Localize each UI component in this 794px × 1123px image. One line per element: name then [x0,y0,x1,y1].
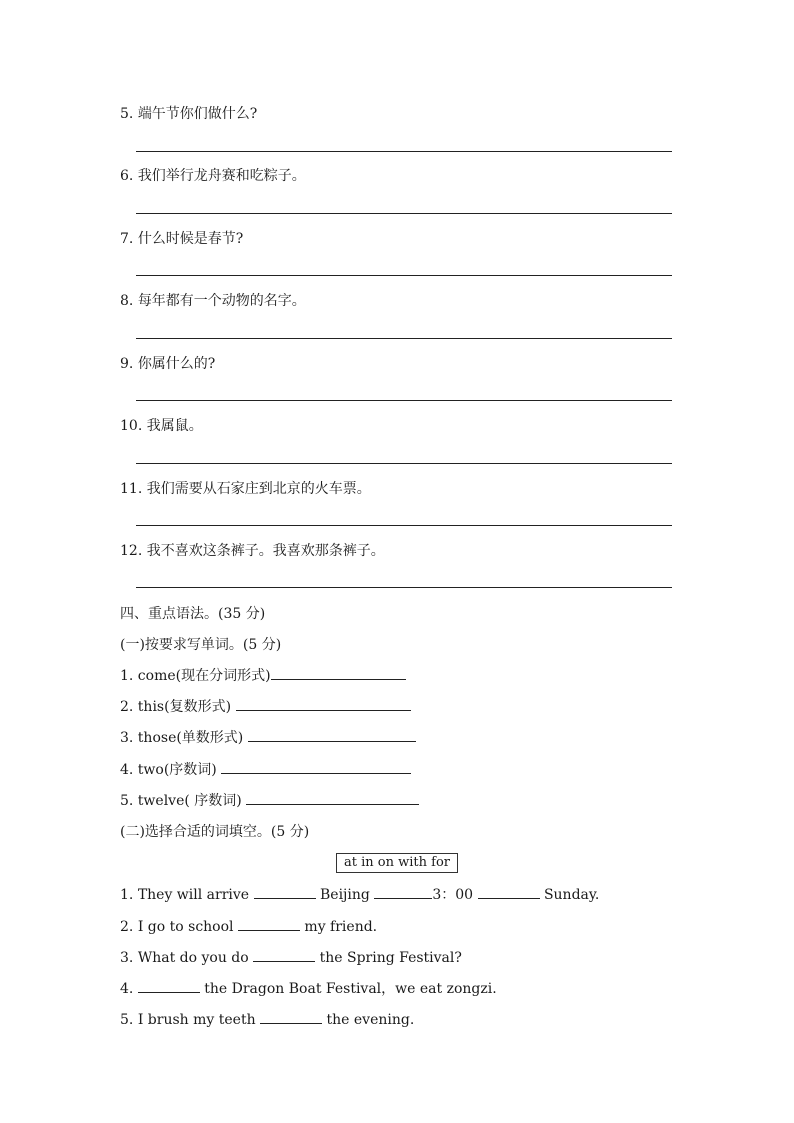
question-text: 我属鼠。 [146,418,203,434]
question-8 [120,290,306,310]
question-text: 我不喜欢这条裤子。我喜欢那条裤子。 [146,543,385,559]
question-number: 5. [120,106,134,122]
answer-blank[interactable] [238,916,300,931]
question-5 [120,103,257,123]
item-number: 4. [120,981,134,997]
word-bank: at in on with for [336,853,458,873]
question-6 [120,165,306,185]
section-title: 四、重点语法。(35 分) [120,606,266,622]
question-number: 11. [120,481,143,497]
question-number: 7. [120,231,134,247]
answer-blank[interactable] [221,759,411,774]
question-number: 12. [120,543,143,559]
question-12 [120,540,385,560]
answer-blank[interactable] [248,727,416,742]
answer-blank[interactable] [253,947,315,962]
fill-blank-item-2 [120,916,377,935]
answer-blank[interactable] [246,790,419,805]
question-number: 8. [120,293,134,309]
answer-line[interactable] [136,463,672,464]
sentence-part: the Spring Festival? [319,950,462,966]
question-7 [120,228,243,248]
sentence-part: I brush my teeth [137,1012,256,1028]
answer-line[interactable] [136,275,672,276]
sentence-part: What do you do [137,950,249,966]
answer-blank[interactable] [271,665,406,680]
item-prompt: 3. those(单数形式) [120,730,244,746]
word-form-item-3 [120,727,416,747]
answer-line[interactable] [136,587,672,588]
answer-line[interactable] [136,338,672,339]
answer-line[interactable] [136,213,672,214]
question-10 [120,415,203,435]
question-text: 你属什么的? [137,356,216,372]
sentence-part: I go to school [137,919,234,935]
sentence-part: the evening. [326,1012,415,1028]
answer-line[interactable] [136,400,672,401]
fill-blank-item-3 [120,947,462,966]
sentence-part: my friend. [304,919,378,935]
word-form-item-5 [120,790,419,810]
sentence-part: They will arrive [137,887,250,903]
item-prompt: 5. twelve( 序数词) [120,793,242,809]
part-title: (二)选择合适的词填空。(5 分) [120,824,310,840]
answer-blank[interactable] [478,884,540,899]
fill-blank-item-1 [120,884,599,904]
fill-blank-item-4 [120,978,497,998]
question-text: 端午节你们做什么? [137,106,258,122]
item-prompt: 1. come(现在分词形式) [120,668,271,684]
question-text: 我们需要从石家庄到北京的火车票。 [146,481,371,497]
item-number: 1. [120,887,134,903]
fill-blank-item-5 [120,1009,414,1028]
question-text: 每年都有一个动物的名字。 [137,293,306,309]
answer-blank[interactable] [260,1009,322,1024]
item-prompt: 2. this(复数形式) [120,699,232,715]
answer-blank[interactable] [254,884,316,899]
answer-blank[interactable] [374,884,432,899]
sentence-part: Beijing [320,887,370,903]
question-11 [120,478,371,498]
sentence-part: 3：00 [432,887,474,903]
word-form-item-1 [120,665,406,685]
item-number: 2. [120,919,134,935]
sentence-part: the Dragon Boat Festival，we eat zongzi. [204,981,497,997]
answer-blank[interactable] [138,978,200,993]
question-text: 我们举行龙舟赛和吃粽子。 [137,168,306,184]
answer-line[interactable] [136,525,672,526]
answer-line[interactable] [136,151,672,152]
question-text: 什么时候是春节? [137,231,244,247]
question-number: 6. [120,168,134,184]
part-title: (一)按要求写单词。(5 分) [120,637,282,653]
question-number: 9. [120,356,134,372]
item-number: 3. [120,950,134,966]
answer-blank[interactable] [236,696,411,711]
sentence-part: Sunday. [543,887,600,903]
word-form-item-4 [120,759,411,779]
item-number: 5. [120,1012,134,1028]
question-9 [120,353,215,373]
word-form-item-2 [120,696,411,716]
item-prompt: 4. two(序数词) [120,762,217,778]
question-number: 10. [120,418,143,434]
